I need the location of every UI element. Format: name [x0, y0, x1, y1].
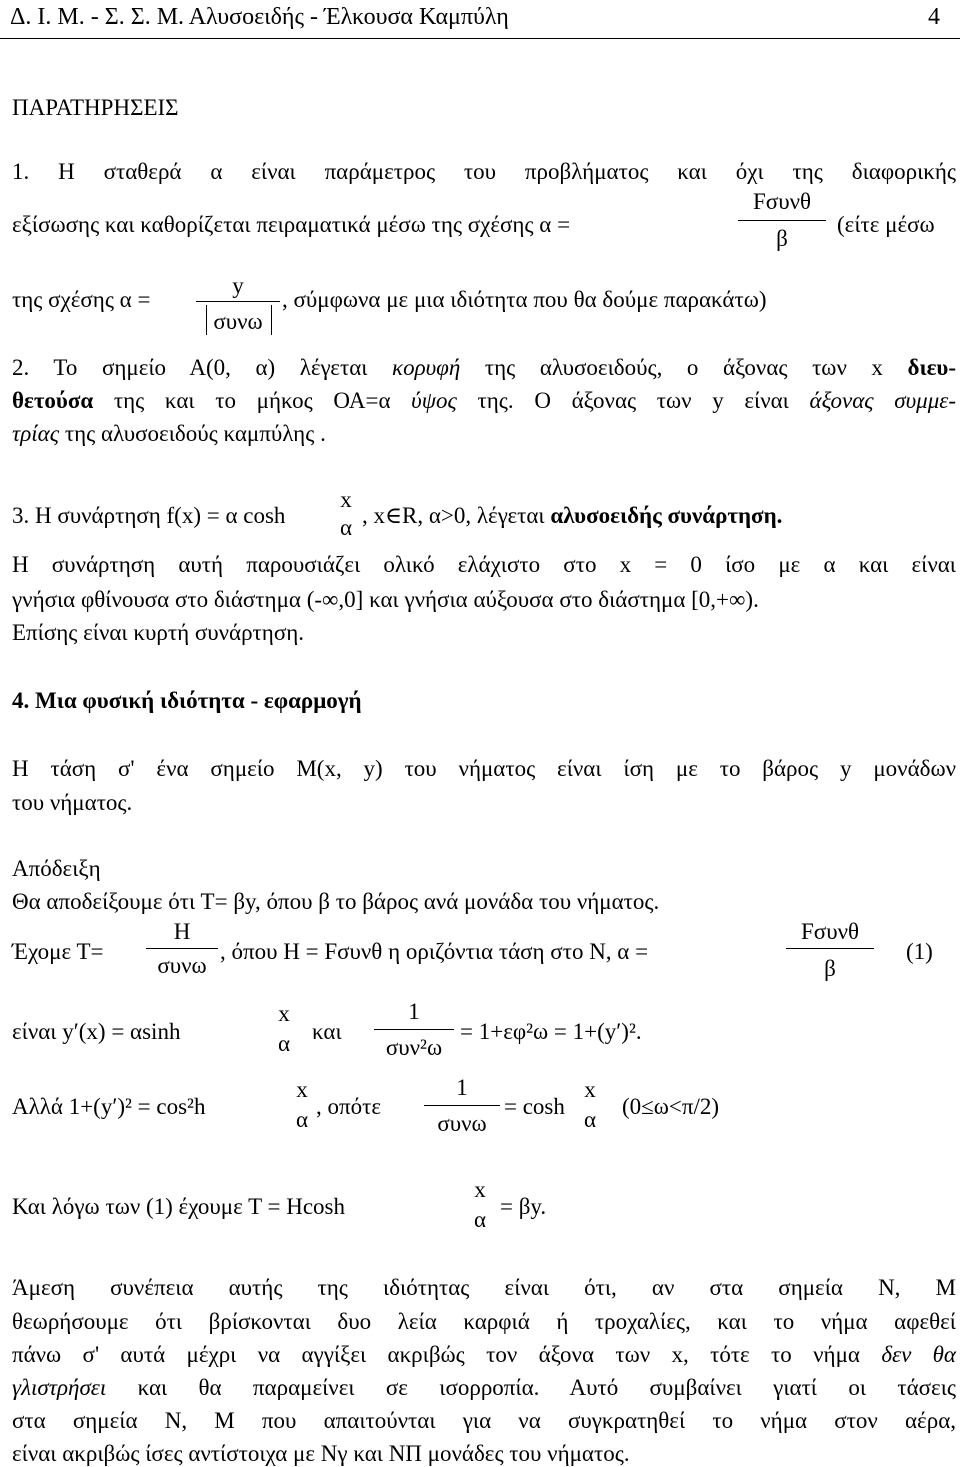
eq3-so: , οπότε — [316, 1094, 382, 1119]
fraction-x-over-a: x α — [473, 1177, 487, 1232]
fraction-x-over-a: x α — [583, 1077, 597, 1132]
remark2-line3: τρίας της αλυσοειδούς καμπύλης . — [12, 421, 326, 446]
conclusion-line2: θεωρήσουμε ότι βρίσκονται δυο λεία καρφιά ή τροχαλίες, και το νήμα αφεθεί — [12, 1309, 956, 1334]
page-header: Δ. Ι. Μ. - Σ. Σ. Μ. Αλυσοειδής - Έλκουσα Καμπύλη — [10, 4, 509, 30]
eq1-mid: , όπου Η = Fσυνθ η οριζόντια τάση στο Ν, α = — [220, 939, 649, 964]
remark3-line1-mid: , x∈R, α>0, λέγεται αλυσοειδής συνάρτηση. — [362, 503, 783, 528]
eq3-start: Αλλά 1+(y′)² = cos²h — [12, 1094, 206, 1119]
fraction-a-y — [196, 272, 280, 342]
eq3-cosh: = cosh — [504, 1094, 565, 1119]
eq4-end: = βy. — [500, 1194, 547, 1219]
fraction-1-over-cos2: 1 συν²ω — [374, 1000, 454, 1064]
remark3-line3: γνήσια φθίνουσα στο διάστημα (-∞,0] και γνήσια αύξουσα στο διάστημα [0,+∞). — [12, 587, 759, 612]
fraction-denominator: β — [776, 226, 788, 251]
conclusion-line5: στα σημεία Ν, Μ που απαιτούνται για να συγκρατηθεί το νήμα στον αέρα, — [12, 1408, 956, 1433]
header-rule — [0, 38, 960, 39]
remark1-line1: 1. Η σταθερά α είναι παράμετρος του προβλήματος και όχι της διαφορικής — [12, 159, 956, 184]
eq3-range: (0≤ω<π/2) — [622, 1094, 720, 1119]
remark1-line2-end: (είτε μέσω — [837, 212, 935, 237]
fraction-numerator: Fσυνθ — [753, 189, 811, 214]
eq4-start: Και λόγω των (1) έχουμε Τ = Ηcosh — [12, 1194, 345, 1219]
conclusion-line6: είναι ακριβώς ίσες αντίστοιχα με Νγ και ΝΠ μονάδες του νήματος. — [12, 1441, 630, 1466]
remark1-line3-end: , σύμφωνα με μια ιδιότητα που θα δούμε παρακάτω) — [282, 287, 767, 312]
fraction-bar — [196, 301, 280, 302]
eq1-tag: (1) — [906, 939, 933, 964]
fraction-x-over-a: x α — [277, 1001, 291, 1056]
remark2-line1: 2. Το σημείο Α(0, α) λέγεται κορυφή της αλυσοειδούς, ο άξονας των x διευ- — [12, 355, 956, 380]
remark4-line1: Η τάση σ' ένα σημείο Μ(x, y) του νήματος είναι ίση με το βάρος y μονάδων — [12, 756, 956, 781]
conclusion-line1: Άμεση συνέπεια αυτής της ιδιότητας είναι ότι, αν στα σημεία Ν, Μ — [12, 1275, 956, 1300]
remark2-line2: θετούσα της και το μήκος ΟΑ=α ύψος της. Ο άξονας των y είναι άξονας συμμε- — [12, 388, 956, 413]
fraction-x-over-a: x α — [295, 1077, 309, 1132]
eq2-and: και — [312, 1019, 342, 1044]
page-number: 4 — [928, 4, 940, 30]
remark4-title: 4. Μια φυσική ιδιότητα - εφαρμογή — [12, 688, 362, 713]
fraction-x-over-a: x α — [339, 487, 353, 540]
remark1-line3: της σχέσης α = — [12, 287, 151, 312]
eq1-start: Έχομε Τ= — [12, 939, 104, 964]
eq2-end: = 1+εφ²ω = 1+(y′)². — [460, 1019, 642, 1044]
remark3-line2: Η συνάρτηση αυτή παρουσιάζει ολικό ελάχιστο στο x = 0 ίσο με α και είναι — [12, 552, 956, 577]
remark3-line4: Επίσης είναι κυρτή συνάρτηση. — [12, 620, 305, 645]
section-title: ΠΑΡΑΤΗΡΗΣΕΙΣ — [12, 95, 179, 120]
remark3-line1: 3. Η συνάρτηση f(x) = α cosh — [12, 503, 286, 528]
proof-line1: Θα αποδείξουμε ότι Τ= βy, όπου β το βάρος ανά μονάδα του νήματος. — [12, 889, 660, 914]
remark4-line2: του νήματος. — [12, 790, 133, 815]
fraction-bar — [738, 220, 826, 221]
eq2-start: είναι y′(x) = αsinh — [12, 1019, 181, 1044]
proof-label: Απόδειξη — [12, 856, 101, 881]
remark1-line2: εξίσωσης και καθορίζεται πειραματικά μέσω της σχέσης α = — [12, 212, 571, 237]
conclusion-line4: γλιστρήσει και θα παραμείνει σε ισορροπία. Αυτό συμβαίνει γιατί οι τάσεις — [12, 1375, 956, 1400]
fraction-denominator: συνω — [213, 309, 263, 334]
fraction-numerator: y — [232, 273, 244, 298]
fraction-H-over-cos: Η συνω — [146, 920, 218, 982]
fraction-1-over-cos: 1 συνω — [424, 1076, 500, 1140]
conclusion-line3: πάνω σ' αυτά μέχρι να αγγίξει ακριβώς τον άξονα των x, τότε το νήμα δεν θα — [12, 1342, 956, 1367]
fraction-a-def-2: Fσυνθ β — [786, 920, 874, 982]
fraction-a-def — [738, 190, 826, 252]
